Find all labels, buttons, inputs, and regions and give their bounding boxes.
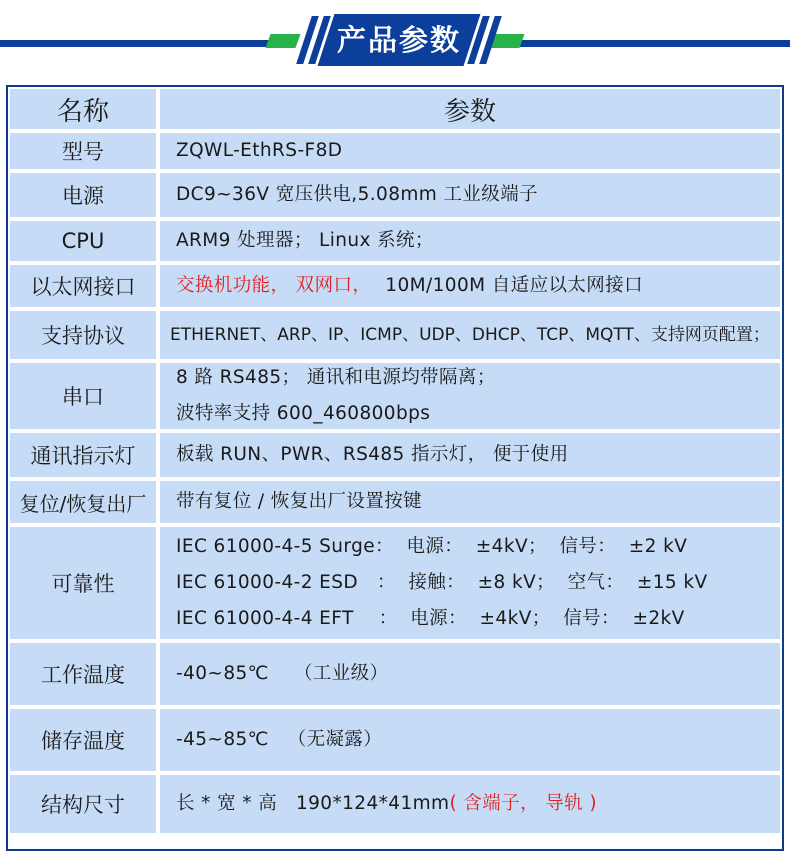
row-label-cpu: CPU (10, 221, 156, 261)
dimensions-value: 长 * 宽 * 高 190*124*41mm (176, 793, 450, 814)
column-header-value: 参数 (160, 89, 780, 129)
row-value-reset: 带有复位 / 恢复出厂设置按键 (160, 481, 780, 523)
ethernet-detail: 10M/100M 自适应以太网接口 (385, 275, 643, 296)
row-label-protocols: 支持协议 (10, 311, 156, 359)
header-green-accent-left (265, 34, 300, 48)
header-line-right (500, 40, 790, 47)
row-value-indicators: 板载 RUN、PWR、RS485 指示灯， 便于使用 (160, 433, 780, 477)
row-value-reliability: IEC 61000-4-5 Surge： 电源： ±4kV； 信号： ±2 kV IEC 61000-4-2 ESD ： 接触： ±8 kV； 空气： ±15 kV IEC 61000-4-4 EFT ： 电源： ±4kV； 信号： ±2kV (160, 527, 780, 639)
row-value-serial: 8 路 RS485； 通讯和电源均带隔离； 波特率支持 600_460800bps (160, 363, 780, 429)
dimensions-note: ( 含端子， 导轨 ) (449, 793, 597, 814)
row-value-ethernet (160, 265, 780, 307)
row-value-operating-temp: -40~85℃ （工业级） (160, 643, 780, 705)
spec-table (6, 85, 784, 851)
row-label-power: 电源 (10, 173, 156, 217)
row-value-storage-temp: -45~85℃ （无凝露） (160, 709, 780, 771)
row-label-model: 型号 (10, 133, 156, 169)
row-label-storage-temp: 储存温度 (10, 709, 156, 771)
row-value-dimensions (160, 775, 780, 833)
row-value-model: ZQWL-EthRS-F8D (160, 133, 780, 169)
row-label-serial: 串口 (10, 363, 156, 429)
row-label-ethernet: 以太网接口 (10, 265, 156, 307)
row-label-dimensions: 结构尺寸 (10, 775, 156, 833)
column-header-name: 名称 (10, 89, 156, 129)
section-header (0, 0, 790, 80)
row-value-cpu: ARM9 处理器； Linux 系统； (160, 221, 780, 261)
row-label-indicators: 通讯指示灯 (10, 433, 156, 477)
row-value-protocols: ETHERNET、ARP、IP、ICMP、UDP、DHCP、TCP、MQTT、支持网页配置； (160, 311, 780, 359)
page-title: 产品参数 (336, 23, 461, 57)
row-label-reset: 复位/恢复出厂 (10, 481, 156, 523)
row-value-power: DC9~36V 宽压供电,5.08mm 工业级端子 (160, 173, 780, 217)
row-label-reliability: 可靠性 (10, 527, 156, 639)
ethernet-highlight: 交换机功能， 双网口， (176, 275, 372, 296)
row-label-operating-temp: 工作温度 (10, 643, 156, 705)
header-line-left (0, 40, 290, 47)
